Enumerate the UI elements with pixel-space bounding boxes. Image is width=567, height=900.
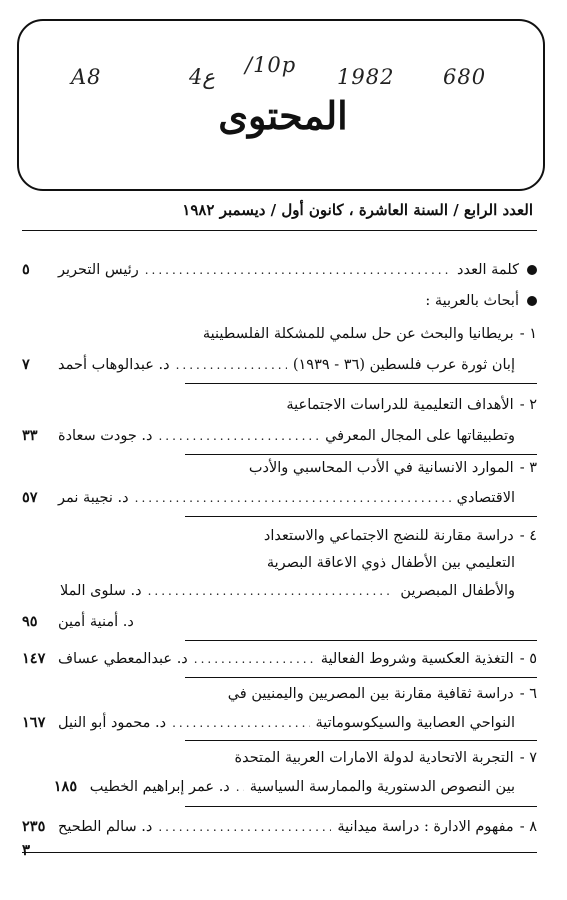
toc-entry-7-line2[interactable] <box>22 778 515 795</box>
toc-entry-2-line2[interactable] <box>22 427 515 444</box>
entry-page: ٥٧ <box>22 489 38 506</box>
bullet-icon <box>527 265 537 275</box>
entry-author-2: د. أمنية أمين <box>58 614 134 630</box>
entry-title-cont: وتطبيقاتها على المجال المعرفي <box>325 428 515 444</box>
entry-divider <box>185 383 537 384</box>
entry-divider <box>185 740 537 741</box>
toc-entry-3-line1[interactable] <box>249 460 537 476</box>
toc-entry-1-line2[interactable] <box>22 356 515 373</box>
entry-title: بريطانيا والبحث عن حل سلمي للمشكلة الفلسطينية <box>202 326 514 342</box>
entry-title-cont: الاقتصادي <box>456 490 515 506</box>
entry-author: د. سالم الطحيح <box>58 819 153 835</box>
entry-title: دراسة ثقافية مقارنة بين المصريين واليمنيين في <box>227 686 514 702</box>
entry-number: ٨ - <box>519 819 537 835</box>
bullet-icon <box>527 296 537 306</box>
entry-number: ٣ - <box>519 460 537 476</box>
toc-entry-4-line2[interactable] <box>267 555 515 571</box>
toc-entry-4-line4[interactable] <box>22 613 134 630</box>
entry-author: د. محمود أبو النيل <box>58 715 167 731</box>
entry-author: د. عمر إبراهيم الخطيب <box>89 779 230 795</box>
leader-dots <box>194 652 315 666</box>
toc-entry-7-line1[interactable] <box>234 750 537 766</box>
page-number: ٣ <box>22 841 31 859</box>
toc-entry-4-line3[interactable] <box>60 583 515 599</box>
entry-title: الأهداف التعليمية للدراسات الاجتماعية <box>286 397 514 413</box>
issue-line: العدد الرابع / السنة العاشرة ، كانون أول / ديسمبر ١٩٨٢ <box>182 201 533 219</box>
toc-entry-6-line1[interactable] <box>228 686 537 702</box>
entry-number: ٥ - <box>519 651 537 667</box>
section-heading <box>425 293 537 309</box>
entry-page: ١٦٧ <box>22 714 46 731</box>
entry-title: التغذية العكسية وشروط الفعالية <box>320 651 514 667</box>
leader-dots <box>148 584 395 598</box>
entry-page: ٩٥ <box>22 613 38 630</box>
toc-entry-6-line2[interactable] <box>22 714 515 731</box>
entry-author: د. عبدالمعطي عساف <box>58 651 188 667</box>
toc-entry-3-line2[interactable] <box>22 489 515 506</box>
section-heading-text: أبحاث بالعربية : <box>425 293 519 309</box>
entry-title: التجربة الاتحادية لدولة الامارات العربية المتحدة <box>234 750 514 766</box>
leader-dots <box>158 820 331 834</box>
toc-entry-1-line1[interactable] <box>203 326 537 342</box>
entry-author: د. سلوى الملا <box>60 583 142 599</box>
entry-title: مفهوم الادارة : دراسة ميدانية <box>337 819 514 835</box>
entry-number: ١ - <box>519 326 537 342</box>
toc-entry-8[interactable] <box>22 818 537 835</box>
leader-dots <box>176 358 287 372</box>
handwritten-mark-3: /10p <box>245 53 297 77</box>
entry-author: د. نجيبة نمر <box>58 490 129 506</box>
entry-number: ٢ - <box>519 397 537 413</box>
entry-title-cont: النواحي العصابية والسيكوسوماتية <box>315 715 515 731</box>
leader-dots <box>158 429 319 443</box>
entry-author: د. عبدالوهاب أحمد <box>58 357 170 373</box>
toc-entry-5[interactable] <box>22 650 537 667</box>
handwritten-mark-1: A8 <box>71 65 102 89</box>
entry-author: رئيس التحرير <box>58 262 139 278</box>
leader-dots <box>236 780 244 794</box>
page-title: المحتوى <box>218 93 348 138</box>
toc-entry-2-line1[interactable] <box>286 397 537 413</box>
entry-title: كلمة العدد <box>457 262 519 278</box>
entry-divider <box>185 454 537 455</box>
entry-number: ٦ - <box>519 686 537 702</box>
entry-title-cont: بين النصوص الدستورية والممارسة السياسية <box>249 779 515 795</box>
entry-number: ٧ - <box>519 750 537 766</box>
header-box <box>17 19 545 191</box>
entry-author: د. جودت سعادة <box>58 428 153 444</box>
entry-page: ٧ <box>22 356 30 373</box>
entry-page: ٣٣ <box>22 427 38 444</box>
entry-divider <box>185 806 537 807</box>
top-divider <box>22 230 537 231</box>
leader-dots <box>135 491 451 505</box>
entry-page: ٥ <box>22 261 30 278</box>
handwritten-mark-5: 680 <box>443 65 487 89</box>
entry-number: ٤ - <box>519 528 537 544</box>
entry-title: دراسة مقارنة للنضج الاجتماعي والاستعداد <box>263 528 514 544</box>
toc-entry-editor[interactable] <box>22 261 537 278</box>
entry-divider <box>185 516 537 517</box>
entry-title-cont: والأطفال المبصرين <box>400 583 515 599</box>
entry-page: ١٨٥ <box>53 778 78 795</box>
entry-title: الموارد الانسانية في الأدب المحاسبي والأدب <box>248 460 514 476</box>
leader-dots <box>172 716 309 730</box>
leader-dots <box>145 263 451 277</box>
bottom-divider <box>22 852 537 853</box>
handwritten-mark-4: 1982 <box>337 65 395 89</box>
entry-divider <box>185 640 537 641</box>
handwritten-mark-2: 4ع <box>189 65 215 89</box>
entry-divider <box>185 677 537 678</box>
entry-page: ١٤٧ <box>22 650 46 667</box>
entry-title-cont: التعليمي بين الأطفال ذوي الاعاقة البصرية <box>266 555 515 571</box>
entry-title-cont: إبان ثورة عرب فلسطين (٣٦ - ١٩٣٩) <box>292 357 515 373</box>
toc-entry-4-line1[interactable] <box>264 528 537 544</box>
entry-page: ٢٣٥ <box>22 818 46 835</box>
